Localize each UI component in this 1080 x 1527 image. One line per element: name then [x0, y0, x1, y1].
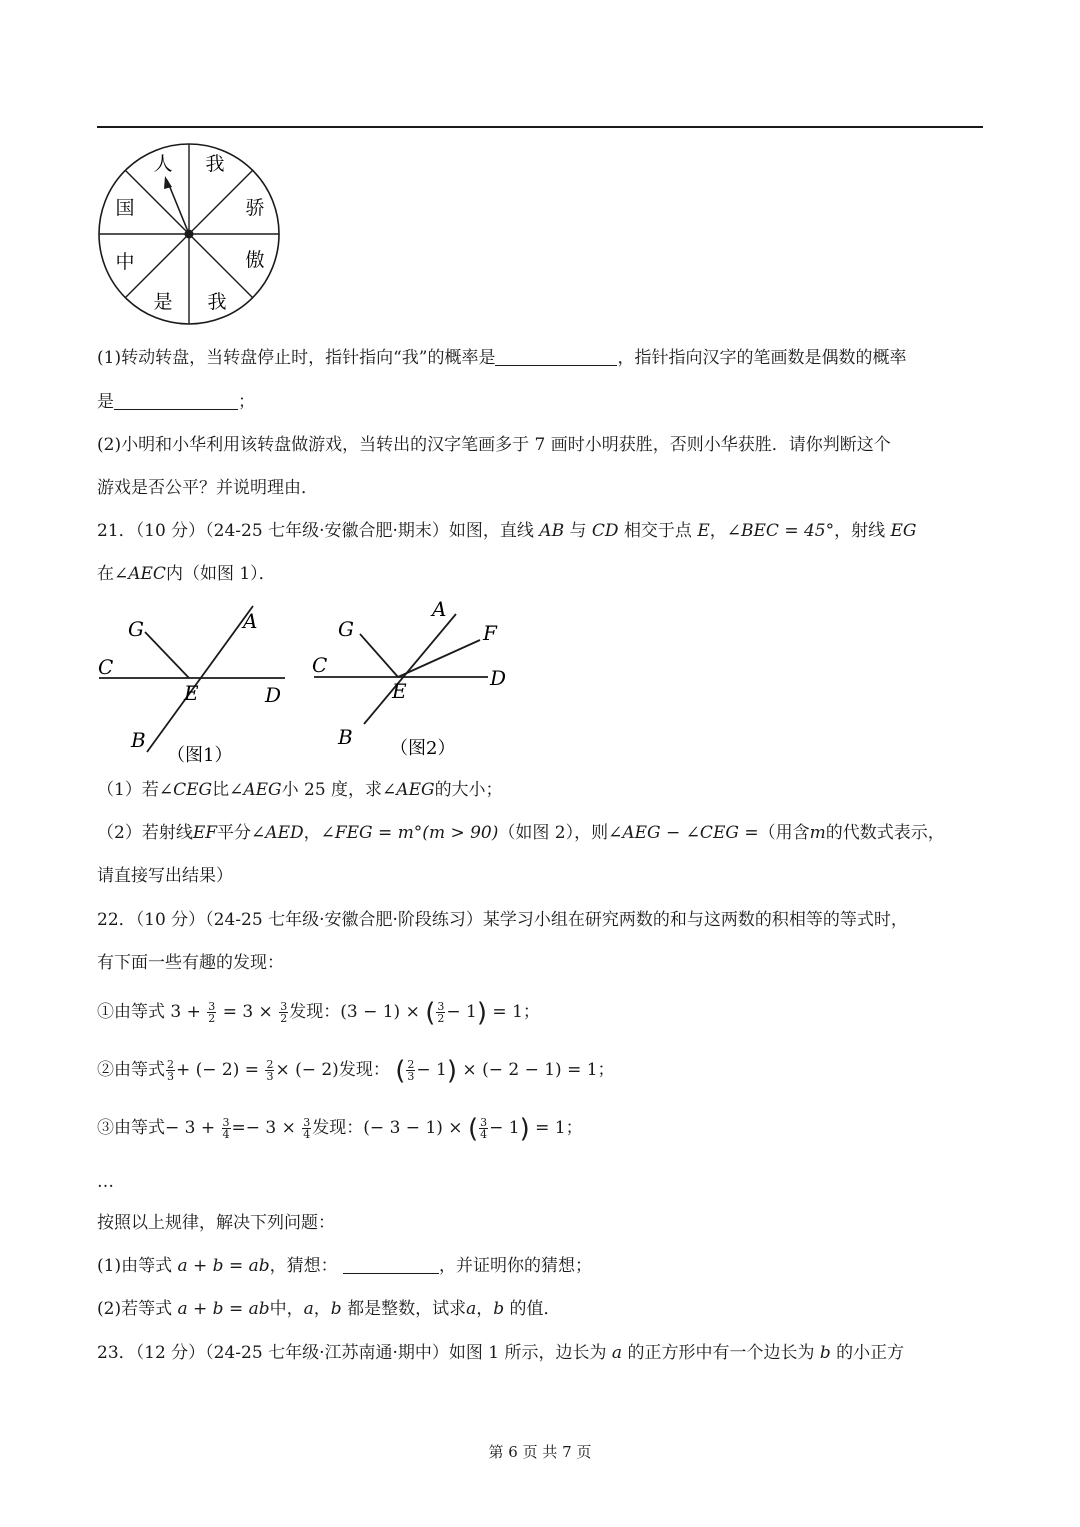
spinner-wheel — [97, 142, 285, 328]
fraction: $\frac{2}{3}$ — [266, 1058, 274, 1083]
q20-part2: (2)小明和小华利用该转盘做游戏，当转出的汉字笔画多于 7 画时小明获胜，否则小华获胜．请你判断这个 — [97, 435, 891, 455]
fraction: $\frac{3}{4}$ — [222, 1116, 230, 1141]
q22-example-1: ①由等式 3 + $\frac{3}{2}$ = 3 × $\frac{3}{2}$ 发现：(3 − 1) × ( $\frac{3}{2}$ − 1) = 1； — [97, 998, 540, 1028]
q20-part1: (1)转动转盘，当转盘停止时，指针指向“我”的概率是 ，指针指向汉字的笔画数是偶数的概率 — [97, 348, 907, 368]
q22-stem-cont: 有下面一些有趣的发现： — [97, 953, 284, 973]
fraction: $\frac{3}{2}$ — [208, 1000, 216, 1025]
header-rule — [97, 126, 983, 128]
figure-1 — [95, 602, 295, 772]
answer-blank[interactable] — [495, 347, 617, 366]
wheel-sector-label: 我 — [207, 291, 227, 313]
label-e: E — [392, 679, 407, 703]
figure-2 — [308, 594, 518, 766]
q21-stem: 21．（10 分）（24-25 七年级·安徽合肥·期末）如图，直线 AB 与 CD 相交于点 E，∠BEC = 45°，射线 EG — [97, 521, 917, 541]
label-g: G — [128, 617, 144, 641]
label-a: A — [243, 609, 258, 633]
pointer-arrowhead — [164, 176, 172, 189]
label-b: B — [338, 725, 353, 749]
fraction: $\frac{3}{4}$ — [480, 1116, 488, 1141]
fraction: $\frac{3}{2}$ — [280, 1000, 288, 1025]
fraction: $\frac{3}{4}$ — [303, 1116, 311, 1141]
spinner-pointer — [167, 180, 189, 234]
q20-part1-cont: 是 ； — [97, 392, 255, 412]
wheel-sector-label: 中 — [115, 251, 135, 273]
figure-1-caption: （图1） — [167, 745, 233, 766]
q20-part2-cont: 游戏是否公平？并说明理由． — [97, 478, 318, 498]
wheel-hub — [185, 230, 194, 239]
q22-example-2: ②由等式 $\frac{2}{3}$ + (− 2) = $\frac{2}{3}$ × (− 2)发现： ( $\frac{2}{3}$ − 1) × (− 2 − 1) = 1； — [97, 1056, 615, 1086]
q22-sub1: (1)由等式 a + b = ab，猜想： ，并证明你的猜想； — [97, 1256, 593, 1276]
label-c: C — [98, 655, 114, 679]
q21-sub2: （2）若射线EF平分∠AED，∠FEG = m°(m > 90)（如图 2），则∠AEG − ∠CEG =（用含m的代数式表示， — [97, 823, 945, 843]
q22-example-3: ③由等式− 3 + $\frac{3}{4}$ =− 3 × $\frac{3}{4}$ 发现：(− 3 − 1) × ( $\frac{3}{4}$ − 1) = 1； — [97, 1114, 583, 1144]
label-a: A — [432, 597, 447, 621]
wheel-sector-label: 是 — [153, 291, 173, 313]
wheel-sector-label: 傲 — [245, 249, 265, 271]
label-f: F — [483, 621, 497, 645]
q22-ellipsis: … — [97, 1172, 114, 1192]
q22-sub2: (2)若等式 a + b = ab中，a，b 都是整数，试求a，b 的值． — [97, 1299, 561, 1319]
q21-stem-cont: 在∠AEC内（如图 1）． — [97, 564, 276, 584]
wheel-sector-label: 人 — [153, 153, 173, 175]
label-g: G — [338, 617, 354, 641]
label-e: E — [184, 681, 199, 705]
q21-sub1: （1）若∠CEG比∠AEG小 25 度，求∠AEG的大小； — [97, 780, 503, 800]
label-c: C — [312, 653, 328, 677]
fraction: $\frac{2}{3}$ — [407, 1058, 415, 1083]
fraction: $\frac{2}{3}$ — [167, 1058, 174, 1083]
answer-blank[interactable] — [343, 1255, 439, 1274]
q23-stem: 23．（12 分）（24-25 七年级·江苏南通·期中）如图 1 所示，边长为 a 的正方形中有一个边长为 b 的小正方 — [97, 1343, 905, 1363]
label-d: D — [490, 666, 507, 690]
answer-blank[interactable] — [114, 391, 238, 410]
q22-rule: 按照以上规律，解决下列问题： — [97, 1213, 335, 1233]
label-b: B — [131, 728, 146, 752]
q21-sub2-cont: 请直接写出结果） — [97, 866, 233, 886]
wheel-sector-label: 国 — [115, 197, 135, 219]
figure-2-caption: （图2） — [390, 738, 456, 759]
page-footer: 第 6 页 共 7 页 — [488, 1443, 592, 1461]
wheel-sector-label: 骄 — [245, 197, 265, 219]
wheel-sector-label: 我 — [205, 153, 225, 175]
q22-stem: 22．（10 分）（24-25 七年级·安徽合肥·阶段练习）某学习小组在研究两数的和与这两数的积相等的等式时， — [97, 910, 908, 930]
label-d: D — [265, 683, 282, 707]
fraction: $\frac{3}{2}$ — [437, 1000, 445, 1025]
